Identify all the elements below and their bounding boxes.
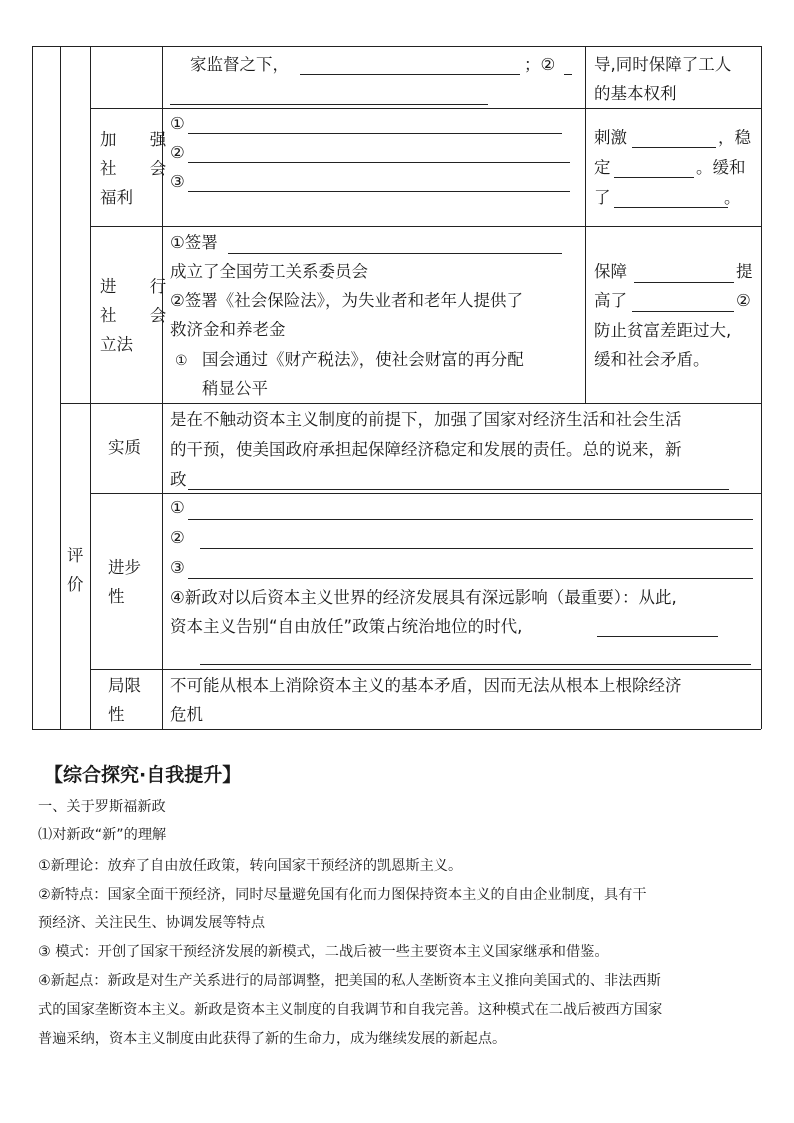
row-divider [90, 226, 761, 227]
fill-blank [228, 253, 562, 254]
table-border-bottom [32, 729, 761, 730]
fill-blank [300, 74, 520, 75]
fill-blank [614, 207, 728, 208]
welfare-label: 加 强 社 会 福利 [100, 130, 181, 207]
top-row-effect: 的基本权利 [594, 84, 677, 103]
progress-item-2: ② [170, 528, 185, 547]
paragraph-line: ④新起点：新政是对生产关系进行的局部调整，把美国的私人垄断资本主义推向美国式的、非法西斯 [38, 973, 661, 989]
fill-blank [634, 282, 734, 283]
section-subheading: ⑴对新政“新”的理解 [38, 827, 167, 843]
evaluation-label: 评 价 [67, 546, 84, 594]
paragraph-line: 预经济、关注民生、协调发展等特点 [38, 915, 266, 931]
paragraph-line: ③ 模式：开创了国家干预经济发展的新模式，二战后被一些主要资本主义国家继承和借鉴。 [38, 944, 609, 960]
fill-blank [188, 191, 570, 192]
fill-blank [188, 519, 753, 520]
welfare-item-2: ② [170, 143, 185, 162]
legislation-effect: 高了 [594, 291, 627, 310]
welfare-effect: 了 [594, 188, 611, 207]
fill-blank [614, 177, 694, 178]
legislation-label: 进 行 社 会 立法 [100, 277, 181, 354]
section-title: 【综合探究·自我提升】 [44, 764, 242, 786]
progress-item-3: ③ [170, 558, 185, 577]
table-border-left [32, 46, 33, 729]
essence-line: 政 [170, 470, 187, 489]
limitation-label: 局限 性 [108, 676, 141, 724]
progress-item-1: ① [170, 498, 185, 517]
progress-label: 进步 性 [108, 558, 141, 606]
legislation-line: 成立了全国劳工关系委员会 [170, 262, 368, 281]
essence-label: 实质 [108, 438, 141, 457]
legislation-effect: 防止贫富差距过大, [594, 321, 732, 340]
essence-line: 的干预，使美国政府承担起保障经济稳定和发展的责任。总的说来，新 [170, 440, 682, 459]
progress-line: 资本主义告别“自由放任”政策占统治地位的时代, [170, 617, 523, 636]
limitation-line: 不可能从根本上消除资本主义的基本矛盾，因而无法从根本上根除经济 [170, 676, 682, 695]
legislation-line: 稍显公平 [202, 379, 268, 398]
legislation-line: 国会通过《财产税法》，使社会财富的再分配 [202, 350, 524, 369]
table-border-right [761, 46, 762, 729]
fill-blank [200, 548, 753, 549]
fill-blank [632, 147, 716, 148]
row-divider [90, 669, 761, 670]
fill-blank [170, 104, 488, 105]
fill-blank [200, 664, 751, 665]
table-border-top [32, 46, 761, 47]
fill-blank [564, 74, 572, 75]
top-row-text: 家监督之下， [190, 55, 289, 74]
welfare-item-1: ① [170, 114, 185, 133]
essence-line: 是在不触动资本主义制度的前提下，加强了国家对经济生活和社会生活 [170, 410, 682, 429]
table-divider [90, 46, 91, 729]
welfare-effect: 定 [594, 158, 611, 177]
table-divider [585, 46, 586, 403]
welfare-effect: 。缓和 [696, 158, 746, 177]
legislation-effect: 保障 [594, 262, 627, 281]
welfare-effect: 。 [724, 188, 741, 207]
row-divider [90, 493, 761, 494]
paragraph-line: 普遍采纳，资本主义制度由此获得了新的生命力，成为继续发展的新起点。 [38, 1031, 507, 1047]
section-heading: 一、关于罗斯福新政 [38, 799, 166, 815]
legislation-line-num: ① [175, 353, 188, 369]
legislation-effect: 提 [736, 262, 753, 281]
fill-blank [188, 578, 753, 579]
welfare-effect: 刺激 [594, 128, 627, 147]
paragraph-line: ②新特点：国家全面干预经济，同时尽量避免国有化而力图保持资本主义的自由企业制度，具有干 [38, 887, 647, 903]
fill-blank [188, 133, 562, 134]
progress-line: ④新政对以后资本主义世界的经济发展具有深远影响（最重要）：从此, [170, 588, 677, 607]
limitation-line: 危机 [170, 705, 203, 724]
legislation-effect: ② [736, 291, 751, 310]
table-divider [60, 46, 61, 729]
paragraph-line: 式的国家垄断资本主义。新政是资本主义制度的自我调节和自我完善。这种模式在二战后被西方国家 [38, 1002, 663, 1018]
legislation-line: ①签署 [170, 233, 218, 252]
paragraph-line: ①新理论：放弃了自由放任政策，转向国家干预经济的凯恩斯主义。 [38, 858, 463, 874]
fill-blank [597, 636, 718, 637]
row-divider [90, 108, 761, 109]
fill-blank [188, 162, 570, 163]
fill-blank [188, 489, 729, 490]
legislation-line: 救济金和养老金 [170, 320, 286, 339]
top-row-text: ；② [524, 55, 556, 74]
fill-blank [632, 311, 734, 312]
legislation-effect: 缓和社会矛盾。 [594, 350, 710, 369]
welfare-item-3: ③ [170, 172, 185, 191]
top-row-effect: 导,同时保障了工人 [594, 55, 732, 74]
legislation-line: ②签署《社会保险法》，为失业者和老年人提供了 [170, 291, 524, 310]
row-divider [60, 403, 761, 404]
welfare-effect: ，稳 [718, 128, 751, 147]
